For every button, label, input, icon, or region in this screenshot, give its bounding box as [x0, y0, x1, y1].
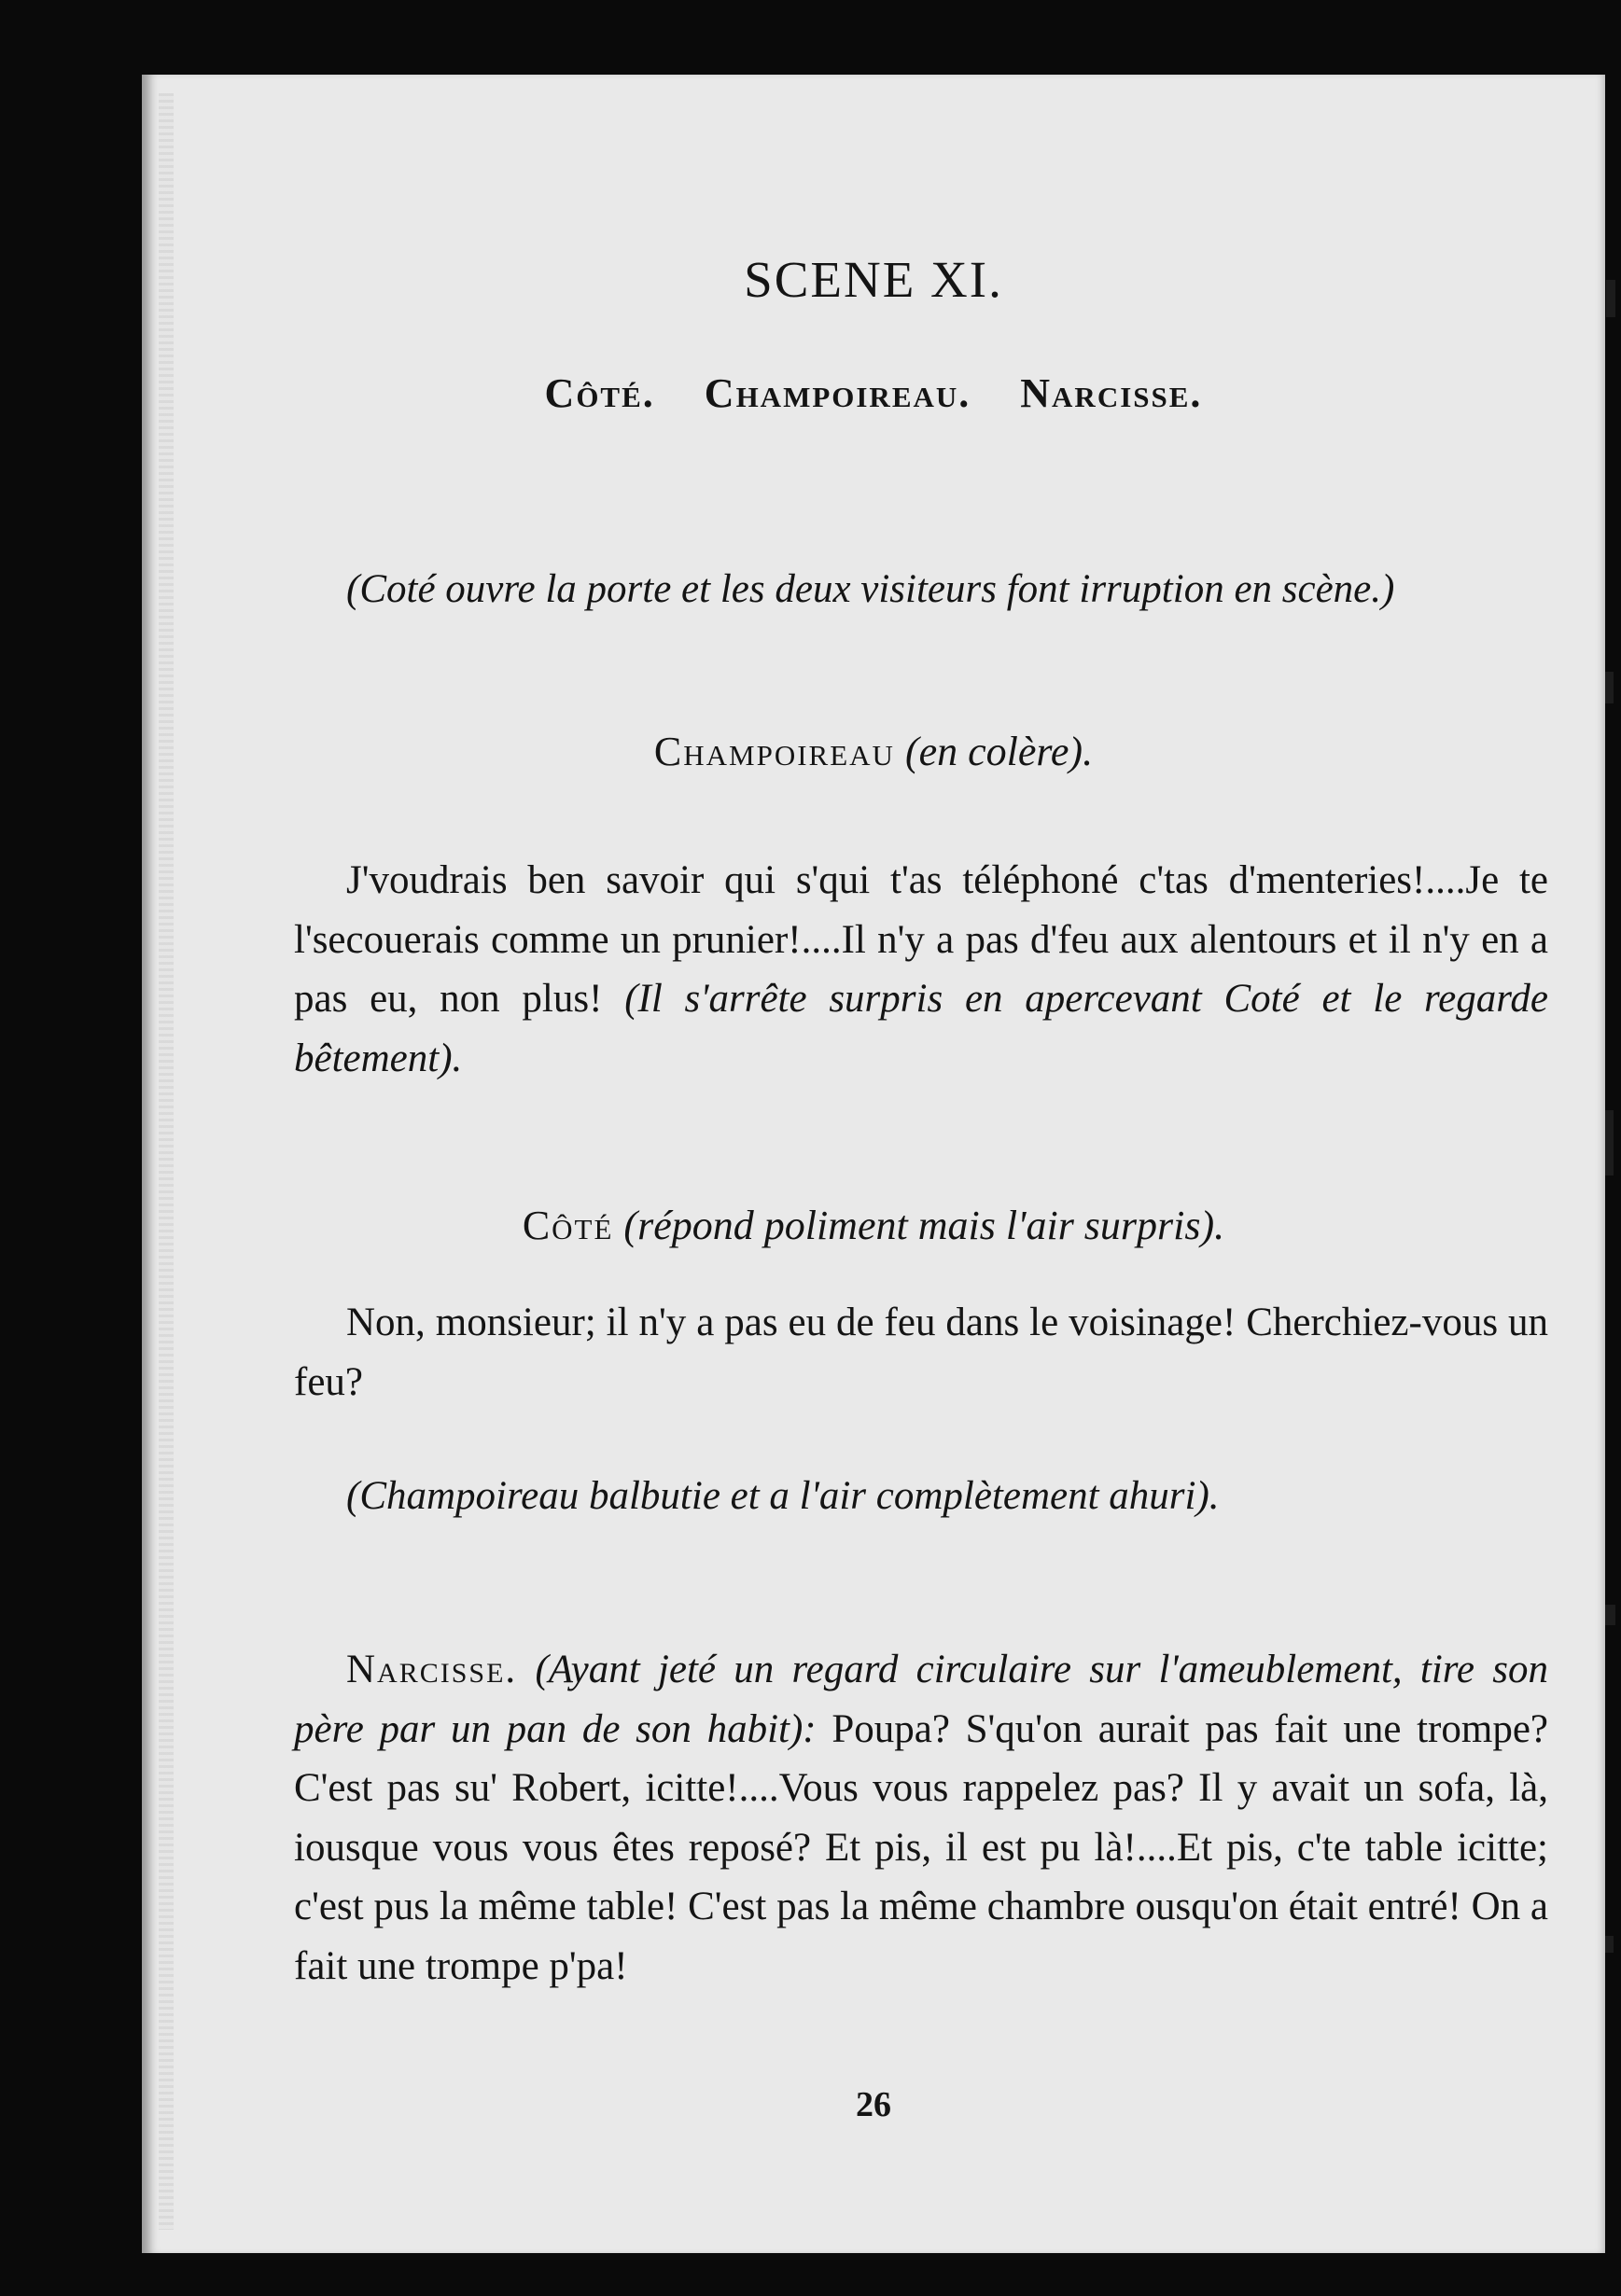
speech-narcisse — [294, 1640, 1548, 1996]
speech-text: Poupa? S'qu'on aurait pas fait une trompe? C'est pas su' Robert, icitte!....Vous vous rappelez pas? Il y avait un sofa, là, iousque vous vous êtes reposé? Et pis, il est pu là!....Et pis, c'te table icitte; c'est pus la même table! C'est pas la même chambre ousqu'on était entré! On a fait une trompe p'pa! — [294, 1706, 1548, 1988]
stage-direction-champoireau: (Champoireau balbutie et a l'air complètement ahuri). — [346, 1474, 1220, 1518]
book-page — [142, 75, 1605, 2253]
character-list: Côté. Champoireau. Narcisse. — [544, 370, 1203, 416]
speaker-name: Narcisse. — [346, 1648, 518, 1691]
speaker-name: Côté — [522, 1203, 614, 1248]
speech-champoireau — [294, 851, 1548, 1088]
scene-title: SCENE XI. — [744, 251, 1003, 308]
speaker-heading-champoireau — [142, 728, 1605, 775]
speaker-direction: (répond poliment mais l'air surpris). — [623, 1203, 1225, 1248]
speaker-name: Champoireau — [653, 729, 895, 774]
speaker-direction: (en colère). — [904, 729, 1094, 774]
stage-direction-opening: (Coté ouvre la porte et les deux visiteurs font irruption en scène.) — [346, 567, 1395, 611]
speech-text: J'voudrais ben savoir qui s'qui t'as téléphoné c'tas d'menteries!....Je te l'secouerais comme un prunier!....Il n'y a pas d'feu aux alentours et il n'y en a pas eu, non plus! — [294, 858, 1548, 1021]
speech-direction: (Ayant jeté un regard circulaire sur l'ameublement, tire son père par un pan de son habit): — [294, 1648, 1549, 1751]
page-number: 26 — [856, 2085, 891, 2124]
speech-cote: Non, monsieur; il n'y a pas eu de feu dans le voisinage! Cherchiez-vous un feu? — [294, 1301, 1548, 1404]
speech-direction: (Il s'arrête surpris en apercevant Coté et le regarde bêtement). — [294, 977, 1548, 1080]
speaker-heading-cote — [142, 1202, 1605, 1249]
